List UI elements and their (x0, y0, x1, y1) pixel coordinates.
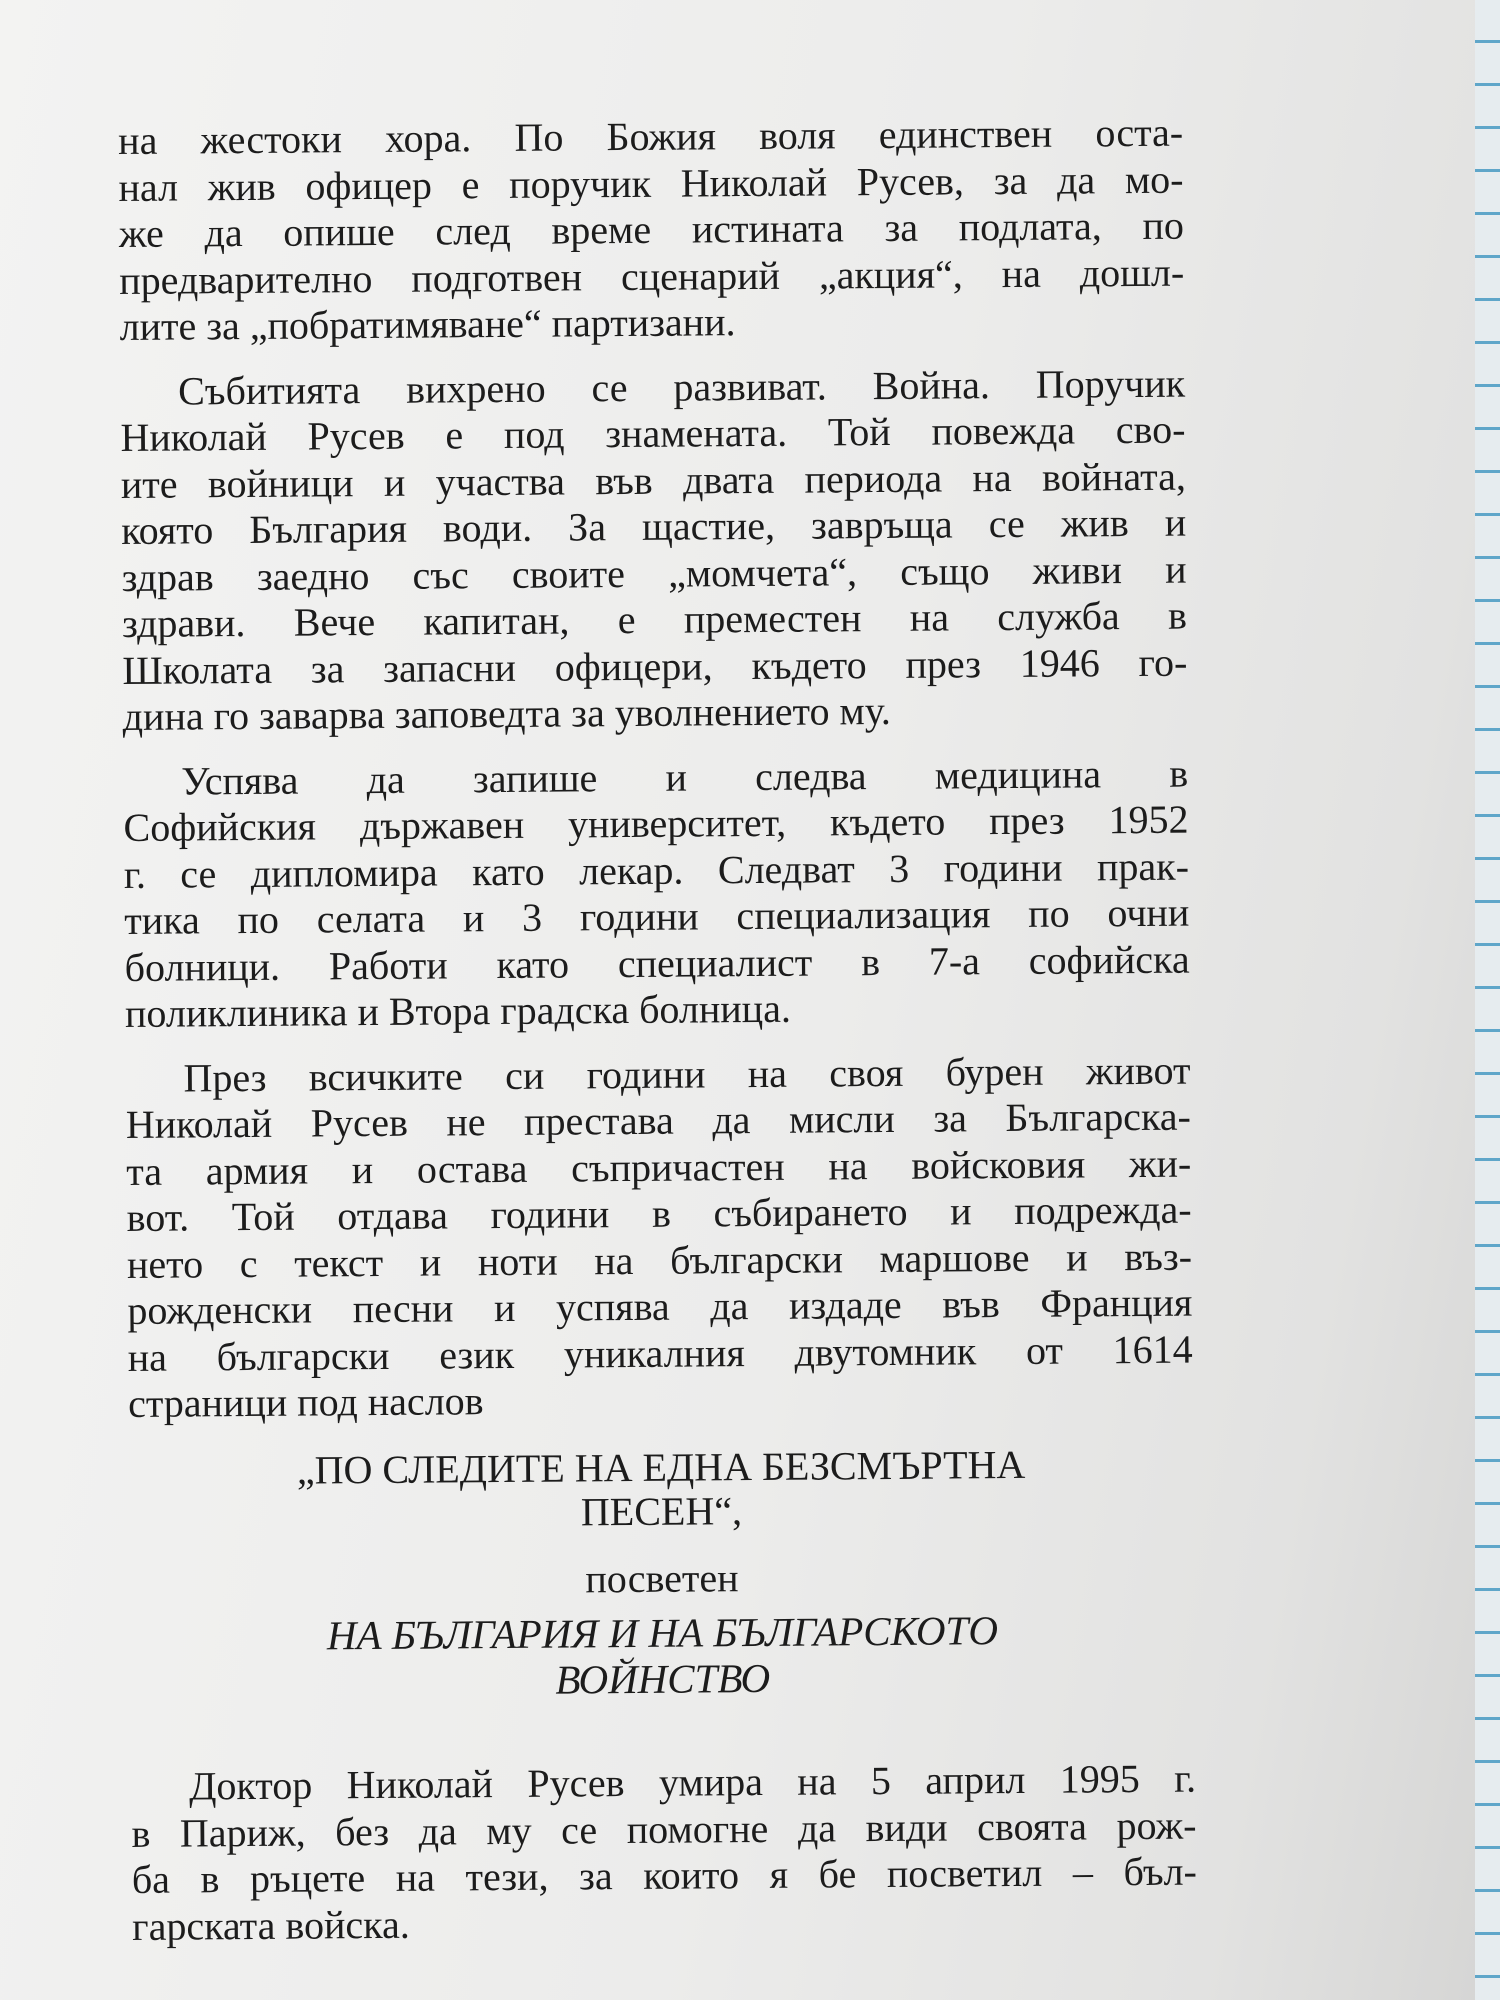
notebook-edge (1475, 0, 1500, 2000)
text-line: на жестоки хора. По Божия воля единствен оста- (118, 109, 1184, 163)
paragraph-4 (125, 1047, 1193, 1427)
paragraph-2 (120, 360, 1188, 740)
text-line: на български език уникалния двутомник от 1614 (127, 1326, 1193, 1380)
text-line: През всичките си години на своя бурен живот (183, 1047, 1191, 1101)
paragraph-1 (118, 110, 1185, 351)
text-line: та армия и остава съпричастен на войсковия жи- (126, 1140, 1192, 1194)
text-line: гарската войска. (132, 1901, 410, 1949)
text-line: ба в ръцете на тези, за които я бе посветил – бъл- (131, 1848, 1197, 1902)
dedicated-label: посветен (585, 1554, 739, 1601)
text-line: Доктор Николай Русев умира на 5 април 1995 г. (188, 1755, 1197, 1809)
text-line: вот. Той отдава години в събирането и подрежда- (126, 1186, 1192, 1240)
text-line: г. се дипломира като лекар. Следват 3 години прак- (123, 843, 1190, 897)
text-line: дина го заварва заповедта за уволнението му. (122, 687, 891, 739)
text-line: която България води. За щастие, завръща се жив и (121, 499, 1187, 553)
text-line: страници под наслов (127, 1378, 484, 1426)
text-line: болници. Работи като специалист в 7-а софийска (124, 936, 1190, 990)
text-line: нал жив офицер е поручик Николай Русев, за да мо- (118, 156, 1184, 210)
book-title (128, 1441, 1194, 1537)
text-line: Събитията вихрено се развиват. Война. Поручик (177, 360, 1186, 414)
text-line: Школата за запасни офицери, където през 1946 го- (122, 639, 1188, 693)
book-title-line: „ПО СЛЕДИТЕ НА ЕДНА БЕЗСМЪРТНА (296, 1441, 1026, 1493)
dedication-line: НА БЪЛГАРИЯ И НА БЪЛГАРСКОТО (326, 1607, 999, 1659)
paragraph-3 (123, 750, 1190, 1037)
dedication-line: ВОЙНСТВО (555, 1654, 771, 1703)
text-line: тика по селата и 3 години специализация по очни (124, 889, 1190, 943)
text-line: Николай Русев не престава да мисли за Българска- (125, 1093, 1192, 1147)
text-line: в Париж, без да му се помогне да види своята рож- (131, 1802, 1197, 1856)
text-line: же да опише след време истината за подлата, по (118, 202, 1185, 256)
text-line: нето с текст и ноти на български маршове и въз- (126, 1233, 1193, 1287)
text-line: предварително подготвен сценарий „акция“, на дошл- (119, 249, 1185, 303)
text-line: поликлиника и Втора градска болница. (124, 985, 792, 1036)
text-line: здрави. Вече капитан, е преместен на служба в (121, 592, 1188, 646)
text-line: Успява да запише и следва медицина в (181, 750, 1189, 804)
page-text (118, 110, 1197, 1968)
text-line: рожденски песни и успява да издаде във Франция (127, 1279, 1193, 1333)
text-line: здрав заедно със своите „момчета“, също живи и (121, 546, 1187, 600)
text-line: ите войници и участва във двата периода на войната, (120, 453, 1187, 507)
text-line: лите за „побратимяване“ партизани. (119, 299, 736, 349)
text-line: Николай Русев е под знамената. Той повежда сво- (120, 406, 1186, 460)
final-paragraph (131, 1756, 1197, 1950)
dedication (130, 1606, 1196, 1706)
text-line: Софийския държавен университет, където през 1952 (123, 796, 1189, 850)
book-title-line: ПЕСЕН“, (580, 1487, 743, 1534)
